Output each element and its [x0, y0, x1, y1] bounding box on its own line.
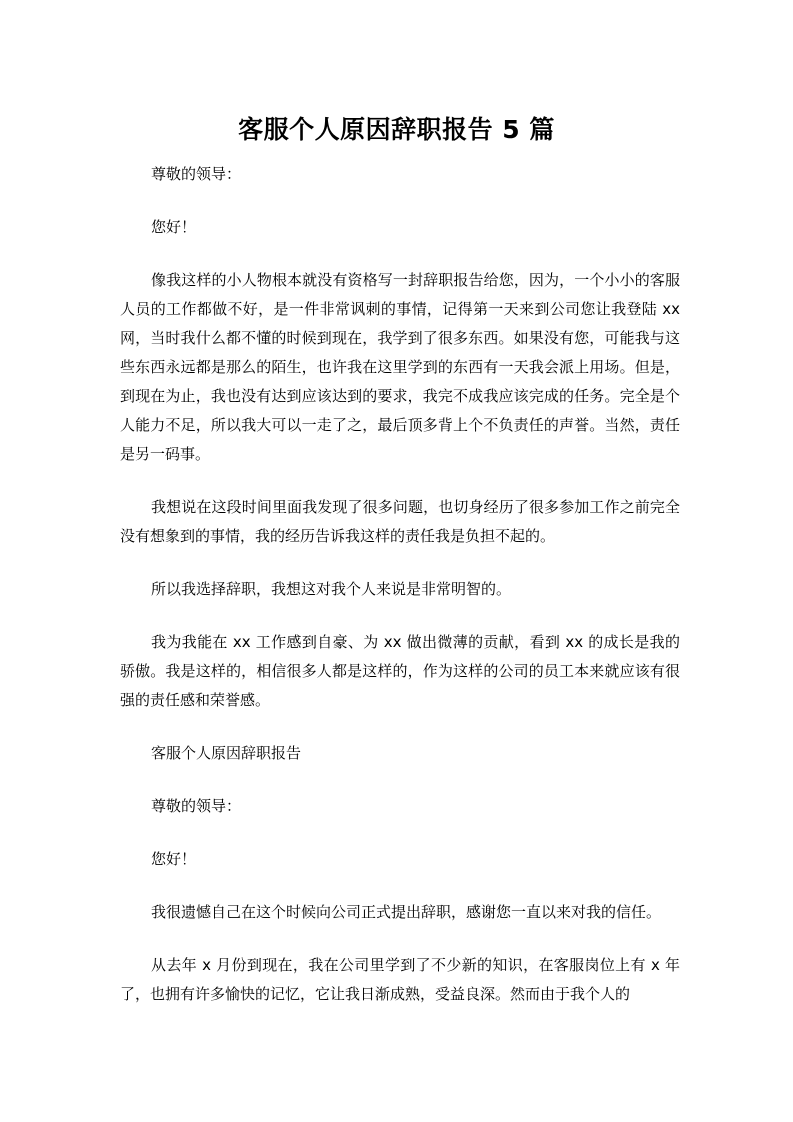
section-heading: 客服个人原因辞职报告 — [151, 744, 302, 762]
body-paragraph: 我想说在这段时间里面我发现了很多问题，也切身经历了很多参加工作之前完全没有想象到的事情，我的经历告诉我这样的责任我是负担不起的。 — [120, 498, 680, 545]
greeting: 您好！ — [151, 850, 197, 868]
body-paragraph: 我很遗憾自己在这个时候向公司正式提出辞职，感谢您一直以来对我的信任。 — [151, 903, 662, 921]
document-title: 客服个人原因辞职报告 5 篇 — [238, 115, 555, 144]
greeting: 您好！ — [151, 218, 197, 236]
body-paragraph: 所以我选择辞职，我想这对我个人来说是非常明智的。 — [151, 580, 512, 598]
salutation: 尊敬的领导： — [151, 797, 242, 815]
body-paragraph: 像我这样的小人物根本就没有资格写一封辞职报告给您，因为，一个小小的客服人员的工作都做不好，是一件非常讽刺的事情，记得第一天来到公司您让我登陆 xx 网，当时我什么都不懂的时候到现在，我学到了很多东西。如果没有您，可能我与这些东西永远都是那么的陌生，也许我在这里学到的东西有一天我会派上用场。但是，到现在为止，我也没有达到应该达到的要求，我完不成我应该完成的任务。完全是个人能力不足，所以我大可以一走了之，最后顶多背上个不负责任的声誉。当然，责任是另一码事。 — [120, 271, 680, 463]
document-body — [120, 160, 680, 1033]
body-paragraph: 从去年 x 月份到现在，我在公司里学到了不少新的知识，在客服岗位上有 x 年了，也拥有许多愉快的记忆，它让我日渐成熟，受益良深。然而由于我个人的 — [120, 956, 680, 1003]
body-paragraph: 我为我能在 xx 工作感到自豪、为 xx 做出微薄的贡献，看到 xx 的成长是我的骄傲。我是这样的，相信很多人都是这样的，作为这样的公司的员工本来就应该有很强的责任感和荣誉感。 — [120, 633, 680, 709]
salutation: 尊敬的领导： — [151, 165, 242, 183]
